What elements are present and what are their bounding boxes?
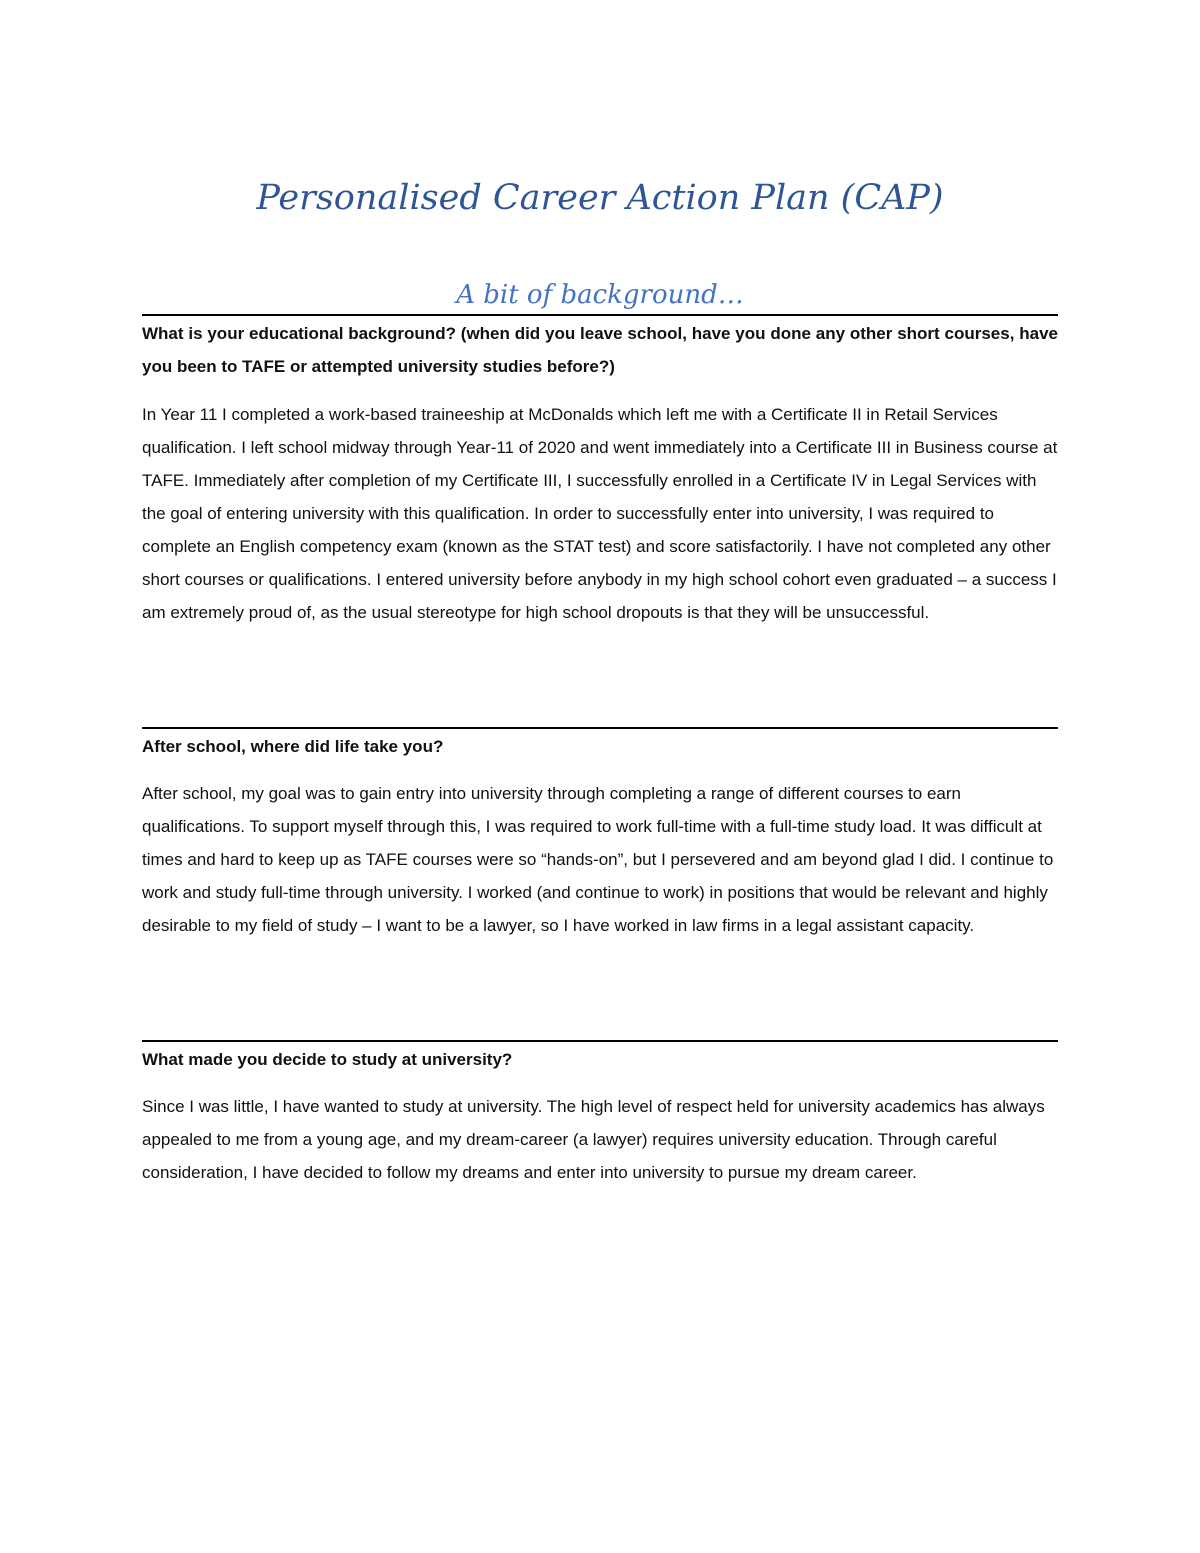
- divider-rule: [142, 1040, 1058, 1042]
- answer-educational-background: In Year 11 I completed a work-based traineeship at McDonalds which left me with a Certificate II in Retail Services qualification. I left school midway through Year-11 of 2020 and went immediately into a Certificate III in Business course at TAFE. Immediately after completion of my Certificate III, I successfully enrolled in a Certificate IV in Legal Services with the goal of entering university with this qualification. In order to successfully enter into university, I was required to complete an English competency exam (known as the STAT test) and score satisfactorily. I have not completed any other short courses or qualifications. I entered university before anybody in my high school cohort even graduated – a success I am extremely proud of, as the usual stereotype for high school dropouts is that they will be unsuccessful.: [142, 405, 1058, 622]
- answer-why-university: Since I was little, I have wanted to study at university. The high level of respect held for university academics has always appealed to me from a young age, and my dream-career (a lawyer) requires university education. Through careful consideration, I have decided to follow my dreams and enter into university to pursue my dream career.: [142, 1097, 1045, 1182]
- section-heading: A bit of background…: [456, 280, 744, 310]
- divider-rule: [142, 314, 1058, 316]
- question-educational-background: What is your educational background? (when did you leave school, have you done any other short courses, have you been to TAFE or attempted university studies before?): [142, 324, 1058, 376]
- question-why-university: What made you decide to study at university?: [142, 1050, 513, 1069]
- answer-after-school: After school, my goal was to gain entry into university through completing a range of different courses to earn qualifications. To support myself through this, I was required to work full-time with a full-time study load. It was difficult at times and hard to keep up as TAFE courses were so “hands-on”, but I persevered and am beyond glad I did. I continue to work and study full-time through university. I worked (and continue to work) in positions that would be relevant and highly desirable to my field of study – I want to be a lawyer, so I have worked in law firms in a legal assistant capacity.: [142, 784, 1054, 935]
- divider-rule: [142, 727, 1058, 729]
- question-after-school: After school, where did life take you?: [142, 737, 444, 756]
- document-title: Personalised Career Action Plan (CAP): [256, 178, 944, 218]
